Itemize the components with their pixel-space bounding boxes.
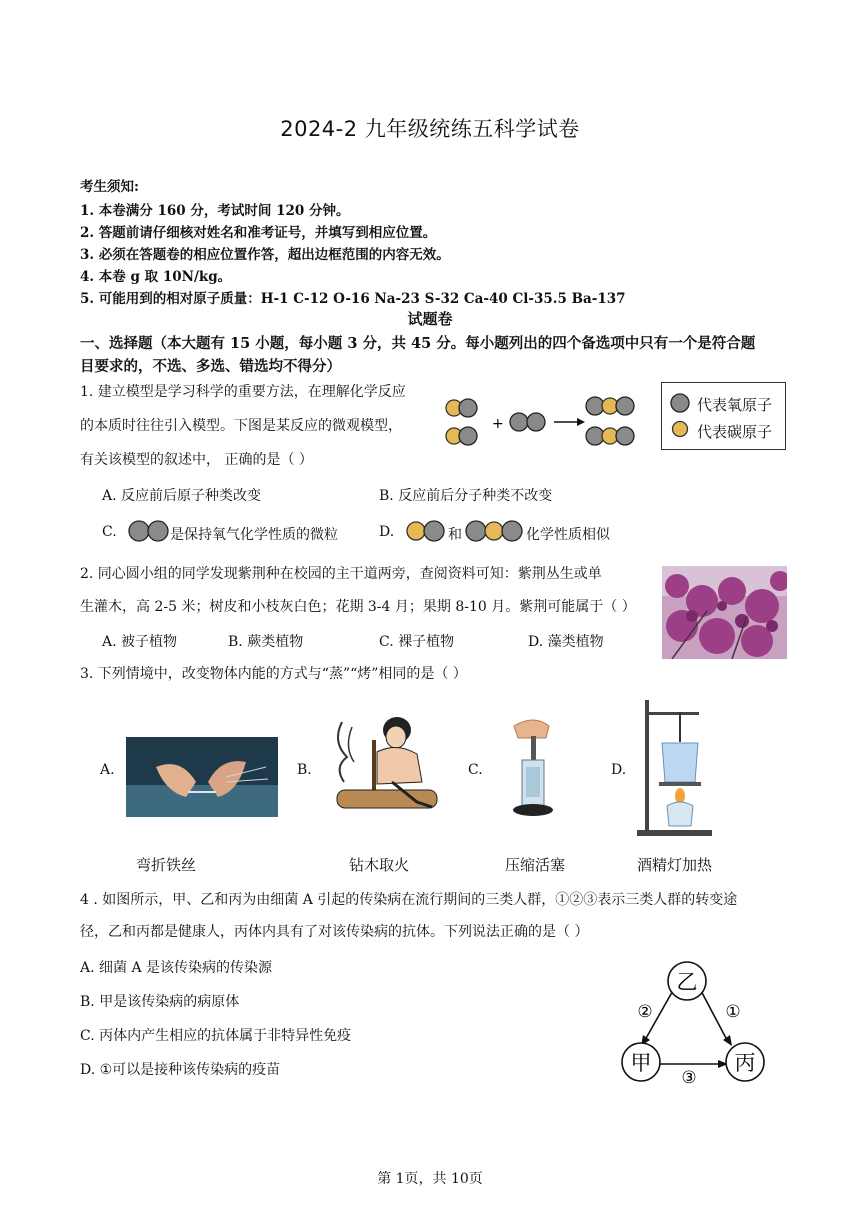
o2-molecule-icon [127, 519, 171, 543]
notice-item: 1. 本卷满分 160 分，考试时间 120 分钟。 [80, 203, 350, 219]
notice-heading: 考生须知: [80, 179, 139, 195]
section-instruction: 一、选择题（本大题有 15 小题，每小题 3 分，共 45 分。每小题列出的四个备选项中只有一个是符合题 [80, 335, 756, 352]
q2-option-b: B. 蕨类植物 [228, 634, 304, 650]
q1-option-a: A. 反应前后原子种类改变 [102, 488, 262, 504]
q3-caption-a: 弯折铁丝 [136, 856, 197, 874]
q3-option-c-label: C. [468, 762, 483, 778]
q3-caption-b: 钻木取火 [349, 856, 410, 874]
q1-stem: 1. 建立模型是学习科学的重要方法，在理解化学反应 [80, 384, 406, 400]
q3-stem: 3. 下列情境中，改变物体内能的方式与“蒸”“烤”相同的是（ ） [80, 666, 467, 682]
legend-oxygen-label: 代表氧原子 [697, 396, 773, 414]
q3-option-d-label: D. [611, 762, 627, 778]
q4-stem: 径，乙和丙都是健康人，丙体内具有了对该传染病的抗体。下列说法正确的是（ ） [80, 924, 589, 940]
q1-option-d-label: D. [379, 524, 395, 540]
q2-option-a: A. 被子植物 [102, 634, 178, 650]
section-instruction: 目要求的，不选、多选、错选均不得分） [80, 358, 341, 375]
notice-item: 2. 答题前请仔细核对姓名和准考证号，并填写到相应位置。 [80, 225, 437, 241]
q3-option-a-label: A. [100, 762, 115, 778]
redbud-flower-image [662, 566, 787, 659]
o2-molecule [510, 413, 545, 431]
q1-stem: 有关该模型的叙述中， 正确的是（ ） [80, 452, 313, 468]
legend-atoms [669, 392, 693, 440]
q2-option-d: D. 藻类植物 [528, 634, 604, 650]
alcohol-lamp-heating-image [637, 698, 712, 838]
section-title: 试题卷 [407, 310, 453, 328]
q4-stem: 4 . 如图所示，甲、乙和丙为由细菌 A 引起的传染病在流行期间的三类人群，①②③表示三类人群的转变途 [80, 892, 738, 908]
q3-caption-d: 酒精灯加热 [637, 856, 713, 874]
q4-option-c: C. 丙体内产生相应的抗体属于非特异性免疫 [80, 1028, 352, 1044]
drilling-wood-fire-image [322, 712, 447, 814]
node-bing-label: 丙 [734, 1051, 756, 1075]
edge-3-label: ③ [681, 1068, 697, 1086]
q2-stem: 2. 同心圆小组的同学发现紫荆种在校园的主干道两旁，查阅资料可知：紫荆丛生或单 [80, 566, 602, 582]
compress-piston-image [504, 712, 564, 822]
bending-wire-image [126, 737, 278, 817]
q1-option-d-and: 和 [448, 527, 462, 543]
q1-option-d-text: 化学性质相似 [526, 527, 610, 543]
co2-molecule [586, 427, 634, 445]
q2-option-c: C. 裸子植物 [379, 634, 455, 650]
q4-option-a: A. 细菌 A 是该传染病的传染源 [80, 960, 273, 976]
q1-option-c-label: C. [102, 524, 117, 540]
co-molecule [446, 427, 477, 445]
notice-item: 4. 本卷 g 取 10N/kg。 [80, 269, 232, 285]
q3-caption-c: 压缩活塞 [505, 856, 566, 874]
co2-molecule-icon [464, 519, 526, 543]
co-molecule-icon [404, 519, 448, 543]
q3-option-b-label: B. [297, 762, 312, 778]
reaction-model-diagram [440, 392, 645, 452]
co2-molecule [586, 397, 634, 415]
q1-option-c-text: 是保持氧气化学性质的微粒 [170, 527, 338, 543]
arrow-icon [554, 418, 585, 426]
carbon-atom-icon [673, 422, 688, 437]
page-number: 第 1页，共 10页 [377, 1171, 483, 1187]
co-molecule [446, 399, 477, 417]
node-yi-label: 乙 [676, 970, 698, 994]
notice-item: 3. 必须在答题卷的相应位置作答，超出边框范围的内容无效。 [80, 247, 450, 263]
q2-stem: 生灌木，高 2-5 米；树皮和小枝灰白色；花期 3-4 月；果期 8-10 月。紫荆可能属于（ ） [80, 599, 636, 615]
q4-option-d: D. ①可以是接种该传染病的疫苗 [80, 1062, 281, 1078]
edge-2-label: ② [637, 1002, 653, 1022]
legend-carbon-label: 代表碳原子 [697, 423, 773, 441]
q1-stem: 的本质时往往引入模型。下图是某反应的微观模型， [80, 418, 402, 434]
edge-1-label: ① [725, 1002, 741, 1022]
plus-sign: + [492, 416, 504, 432]
page-title: 2024-2 九年级统练五科学试卷 [280, 117, 580, 141]
oxygen-atom-icon [671, 394, 689, 412]
node-jia-label: 甲 [630, 1051, 652, 1075]
q4-option-b: B. 甲是该传染病的病原体 [80, 994, 240, 1010]
notice-item: 5. 可能用到的相对原子质量：H-1 C-12 O-16 Na-23 S-32 Ca-40 Cl-35.5 Ba-137 [80, 291, 626, 307]
infection-transition-diagram [615, 956, 775, 1086]
q1-option-b: B. 反应前后分子种类不改变 [379, 488, 553, 504]
